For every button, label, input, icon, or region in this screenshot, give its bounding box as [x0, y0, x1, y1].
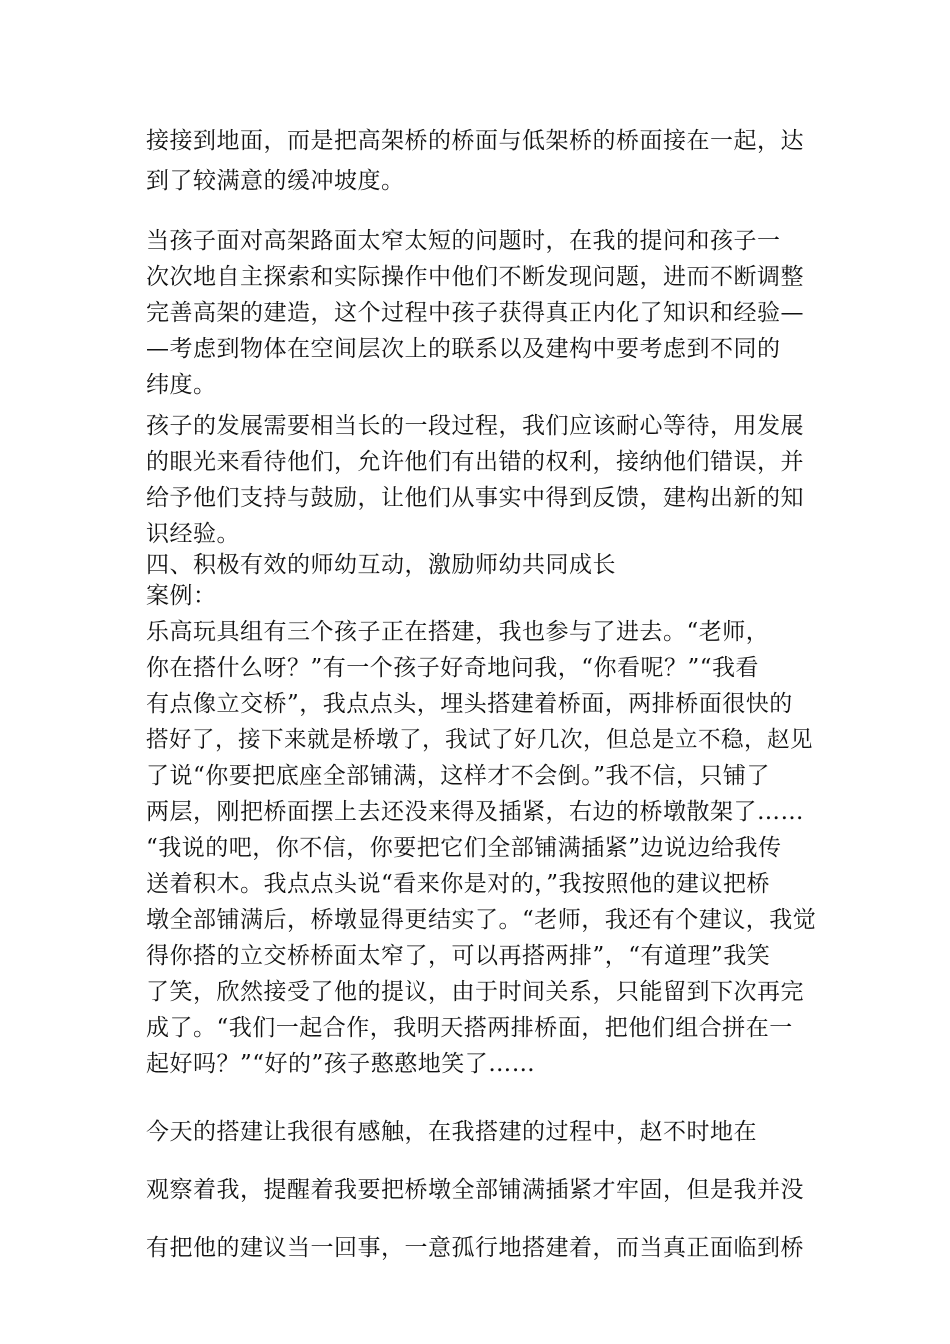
text-line: 到了较满意的缓冲坡度。	[146, 168, 405, 194]
text-line: 观察着我，提醒着我要把桥墩全部铺满插紧才牢固，但是我并没	[146, 1177, 804, 1203]
text-line: 你在搭什么呀？”有一个孩子好奇地问我，“你看呢？”“我看	[146, 655, 760, 681]
text-line: 孩子的发展需要相当长的一段过程，我们应该耐心等待，用发展	[146, 413, 804, 439]
text-line: 当孩子面对高架路面太窄太短的问题时，在我的提问和孩子一	[146, 228, 781, 254]
text-line: “我说的吧，你不信，你要把它们全部铺满插紧”边说边给我传	[146, 835, 782, 861]
text-line: 了笑，欣然接受了他的提议，由于时间关系，只能留到下次再完	[146, 979, 804, 1005]
text-line: 送着积木。我点点头说“看来你是对的，”我按照他的建议把桥	[146, 871, 771, 897]
text-line: 给予他们支持与鼓励，让他们从事实中得到反馈，建构出新的知	[146, 485, 804, 511]
text-line: 乐高玩具组有三个孩子正在搭建，我也参与了进去。“老师，	[146, 619, 770, 645]
text-line: 的眼光来看待他们，允许他们有出错的权利，接纳他们错误，并	[146, 449, 804, 475]
text-line: 墩全部铺满后，桥墩显得更结实了。“老师，我还有个建议，我觉	[146, 907, 817, 933]
text-line: 次次地自主探索和实际操作中他们不断发现问题，进而不断调整	[146, 264, 804, 290]
text-line: 有点像立交桥”，我点点头，埋头搭建着桥面，两排桥面很快的	[146, 691, 793, 717]
text-line: 完善高架的建造，这个过程中孩子获得真正内化了知识和经验—	[146, 300, 804, 326]
case-label: 案例：	[146, 583, 217, 609]
text-line: 起好吗？”“好的”孩子憨憨地笑了……	[146, 1051, 536, 1077]
text-line: 接接到地面，而是把高架桥的桥面与低架桥的桥面接在一起，达	[146, 128, 804, 154]
text-line: 了说“你要把底座全部铺满，这样才不会倒。”我不信，只铺了	[146, 763, 771, 789]
text-line: 有把他的建议当一回事，一意孤行地搭建着，而当真正面临到桥	[146, 1235, 804, 1261]
text-line: 搭好了，接下来就是桥墩了，我试了好几次，但总是立不稳，赵见	[146, 727, 814, 753]
text-line: 两层，刚把桥面摆上去还没来得及插紧，右边的桥墩散架了……	[146, 799, 804, 825]
text-line: 纬度。	[146, 372, 217, 398]
text-line: 得你搭的立交桥桥面太窄了，可以再搭两排”，“有道理”我笑	[146, 943, 771, 969]
text-line: 今天的搭建让我很有感触，在我搭建的过程中，赵不时地在	[146, 1119, 757, 1145]
text-line: 成了。“我们一起合作，我明天搭两排桥面，把他们组合拼在一	[146, 1015, 793, 1041]
text-line: —考虑到物体在空间层次上的联系以及建构中要考虑到不同的	[146, 336, 781, 362]
text-line: 识经验。	[146, 521, 240, 547]
section-heading: 四、积极有效的师幼互动，激励师幼共同成长	[146, 552, 616, 578]
